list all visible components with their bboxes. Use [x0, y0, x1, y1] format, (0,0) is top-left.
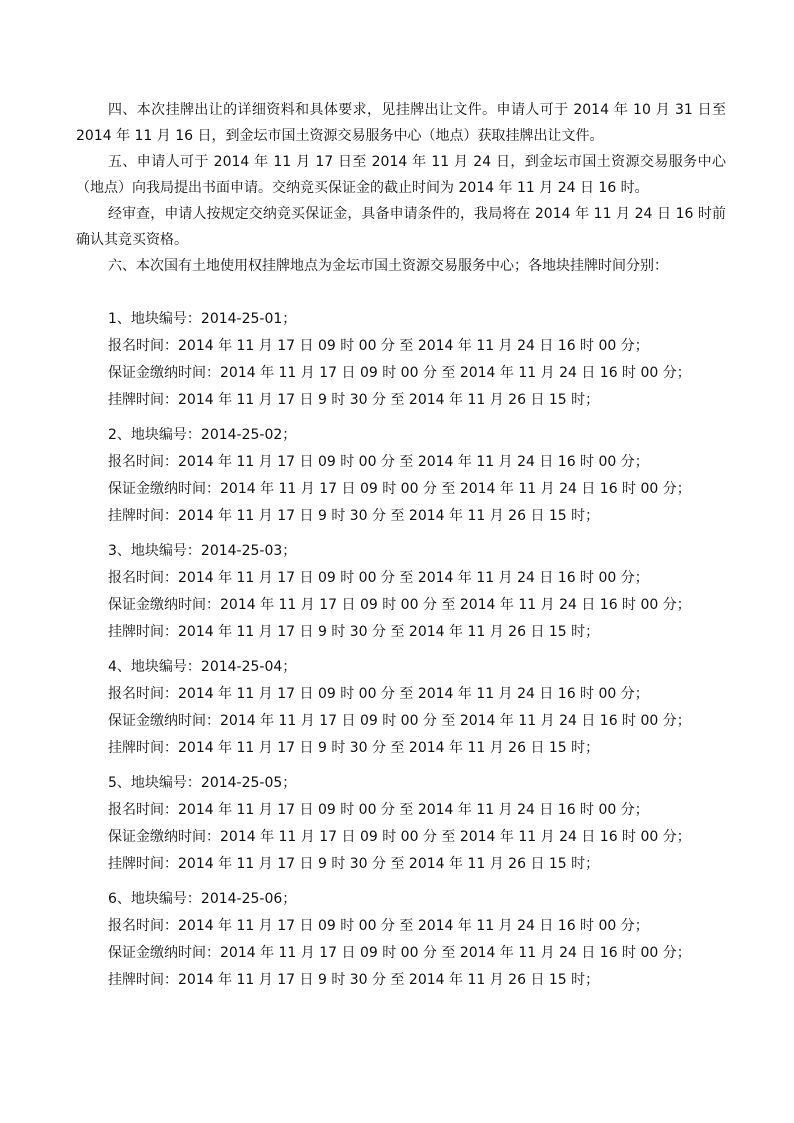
- paragraph-section-six: 六、本次国有土地使用权挂牌地点为金坛市国土资源交易服务中心；各地块挂牌时间分别：: [108, 258, 668, 274]
- registration-time: 报名时间：2014 年 11 月 17 日 09 时 00 分 至 2014 年 11 月 24 日 16 时 00 分；: [108, 338, 649, 354]
- plot-block-1: [108, 306, 758, 414]
- deposit-time: 保证金缴纳时间：2014 年 11 月 17 日 09 时 00 分 至 2014 年 11 月 24 日 16 时 00 分；: [108, 945, 691, 961]
- plot-heading: 6、地块编号：2014-25-06；: [108, 891, 297, 907]
- listing-time: 挂牌时间：2014 年 11 月 17 日 9 时 30 分 至 2014 年 11 月 26 日 15 时；: [108, 856, 600, 872]
- listing-time: 挂牌时间：2014 年 11 月 17 日 9 时 30 分 至 2014 年 11 月 26 日 15 时；: [108, 972, 600, 988]
- registration-time: 报名时间：2014 年 11 月 17 日 09 时 00 分 至 2014 年 11 月 24 日 16 时 00 分；: [108, 686, 649, 702]
- registration-time: 报名时间：2014 年 11 月 17 日 09 时 00 分 至 2014 年 11 月 24 日 16 时 00 分；: [108, 918, 649, 934]
- deposit-time: 保证金缴纳时间：2014 年 11 月 17 日 09 时 00 分 至 2014 年 11 月 24 日 16 时 00 分；: [108, 597, 691, 613]
- deposit-time: 保证金缴纳时间：2014 年 11 月 17 日 09 时 00 分 至 2014 年 11 月 24 日 16 时 00 分；: [108, 481, 691, 497]
- plot-block-5: [108, 770, 758, 878]
- paragraph-section-five: 五、申请人可于 2014 年 11 月 17 日至 2014 年 11 月 24 日，到金坛市国土资源交易服务中心（地点）向我局提出书面申请。交纳竞买保证金的截止时间为 2014 年 11 月 24 日 16 时。: [76, 154, 726, 196]
- plot-heading: 2、地块编号：2014-25-02；: [108, 427, 297, 443]
- plot-block-2: [108, 422, 758, 530]
- deposit-time: 保证金缴纳时间：2014 年 11 月 17 日 09 时 00 分 至 2014 年 11 月 24 日 16 时 00 分；: [108, 365, 691, 381]
- plot-heading: 4、地块编号：2014-25-04；: [108, 659, 297, 675]
- registration-time: 报名时间：2014 年 11 月 17 日 09 时 00 分 至 2014 年 11 月 24 日 16 时 00 分；: [108, 454, 649, 470]
- plot-heading: 5、地块编号：2014-25-05；: [108, 775, 297, 791]
- plot-block-4: [108, 654, 758, 762]
- registration-time: 报名时间：2014 年 11 月 17 日 09 时 00 分 至 2014 年 11 月 24 日 16 时 00 分；: [108, 570, 649, 586]
- paragraph-review: 经审查，申请人按规定交纳竞买保证金，具备申请条件的，我局将在 2014 年 11 月 24 日 16 时前确认其竞买资格。: [76, 206, 726, 248]
- registration-time: 报名时间：2014 年 11 月 17 日 09 时 00 分 至 2014 年 11 月 24 日 16 时 00 分；: [108, 802, 649, 818]
- plot-heading: 1、地块编号：2014-25-01；: [108, 311, 297, 327]
- plot-block-3: [108, 538, 758, 646]
- deposit-time: 保证金缴纳时间：2014 年 11 月 17 日 09 时 00 分 至 2014 年 11 月 24 日 16 时 00 分；: [108, 713, 691, 729]
- listing-time: 挂牌时间：2014 年 11 月 17 日 9 时 30 分 至 2014 年 11 月 26 日 15 时；: [108, 392, 600, 408]
- paragraph-section-four: 四、本次挂牌出让的详细资料和具体要求，见挂牌出让文件。申请人可于 2014 年 10 月 31 日至 2014 年 11 月 16 日，到金坛市国土资源交易服务中心（地点）获取挂牌出让文件。: [76, 102, 726, 144]
- listing-time: 挂牌时间：2014 年 11 月 17 日 9 时 30 分 至 2014 年 11 月 26 日 15 时；: [108, 624, 600, 640]
- deposit-time: 保证金缴纳时间：2014 年 11 月 17 日 09 时 00 分 至 2014 年 11 月 24 日 16 时 00 分；: [108, 829, 691, 845]
- listing-time: 挂牌时间：2014 年 11 月 17 日 9 时 30 分 至 2014 年 11 月 26 日 15 时；: [108, 740, 600, 756]
- listing-time: 挂牌时间：2014 年 11 月 17 日 9 时 30 分 至 2014 年 11 月 26 日 15 时；: [108, 508, 600, 524]
- plot-block-6: [108, 886, 758, 994]
- plot-heading: 3、地块编号：2014-25-03；: [108, 543, 297, 559]
